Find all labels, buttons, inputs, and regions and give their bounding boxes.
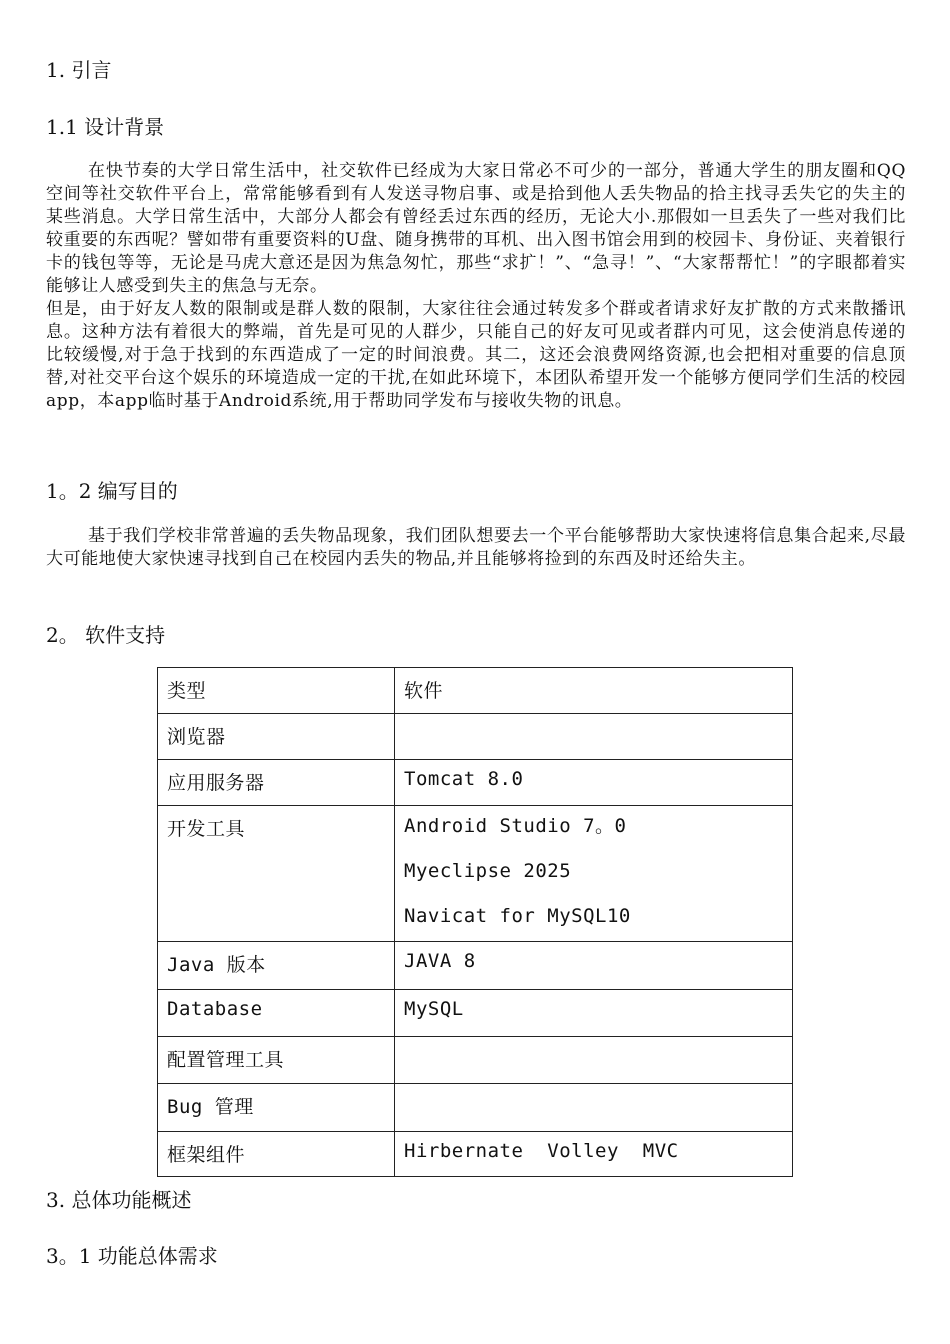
section-heading-1-2: 1。2 编写目的 [46,479,178,503]
section-heading-2: 2。 软件支持 [46,623,166,647]
section-heading-1: 1. 引言 [46,58,112,82]
cell-software: JAVA 8 [395,942,793,990]
header-software: 软件 [395,668,793,714]
cell-software [395,714,793,760]
section-heading-3-1: 3。1 功能总体需求 [46,1244,218,1268]
cell-type: Bug 管理 [158,1084,395,1132]
table-row [158,714,793,760]
table-header-row [158,668,793,714]
table-row [158,942,793,990]
cell-software [395,1084,793,1132]
cell-type: Database [158,990,395,1037]
section-heading-3: 3. 总体功能概述 [46,1188,192,1212]
cell-type: 配置管理工具 [158,1037,395,1084]
cell-type: 浏览器 [158,714,395,760]
cell-type: 框架组件 [158,1132,395,1177]
background-body [46,160,906,413]
cell-software: MySQL [395,990,793,1037]
background-paragraph-2: 但是，由于好友人数的限制或是群人数的限制，大家往往会通过转发多个群或者请求好友扩散的方式来散播讯息。这种方法有着很大的弊端，首先是可见的人群少，只能自己的好友可见或者群内可见，这会使消息传递的比较缓慢,对于急于找到的东西造成了一定的时间浪费。其二，这还会浪费网络资源,也会把相对重要的信息顶替,对社交平台这个娱乐的环境造成一定的干扰,在如此环境下，本团队希望开发一个能够方便同学们生活的校园app，本app临时基于Android系统,用于帮助同学发布与接收失物的讯息。 [46,299,906,411]
purpose-paragraph: 基于我们学校非常普遍的丢失物品现象，我们团队想要去一个平台能够帮助大家快速将信息集合起来,尽最大可能地使大家快速寻找到自己在校园内丢失的物品,并且能够将捡到的东西及时还给失主。 [46,526,906,569]
cell-type: Java 版本 [158,942,395,990]
table-row [158,1132,793,1177]
table-row [158,760,793,806]
table-row [158,990,793,1037]
cell-software: Tomcat 8.0 [395,760,793,806]
header-type: 类型 [158,668,395,714]
software-line: Navicat for MySQL10 [404,905,631,927]
cell-software: Hirbernate Volley MVC [395,1132,793,1177]
cell-software [395,1037,793,1084]
background-paragraph-1: 在快节奏的大学日常生活中，社交软件已经成为大家日常必不可少的一部分，普通大学生的朋友圈和QQ空间等社交软件平台上，常常能够看到有人发送寻物启事、或是拾到他人丢失物品的拾主找寻丢失它的失主的某些消息。大学日常生活中，大部分人都会有曾经丢过东西的经历，无论大小.那假如一旦丢失了一些对我们比较重要的东西呢？譬如带有重要资料的U盘、随身携带的耳机、出入图书馆会用到的校园卡、身份证、夹着银行卡的钱包等等，无论是马虎大意还是因为焦急匆忙，那些“求扩！”、“急寻！”、“大家帮帮忙！”的字眼都着实能够让人感受到失主的焦急与无奈。 [46,161,906,296]
table-row [158,1084,793,1132]
cell-type: 应用服务器 [158,760,395,806]
purpose-body [46,525,906,571]
software-line: Android Studio 7。0 [404,815,627,837]
section-heading-1-1: 1.1 设计背景 [46,115,165,139]
cell-type: 开发工具 [158,806,395,942]
table-row [158,1037,793,1084]
software-support-table [157,667,793,1177]
table-row [158,806,793,942]
software-line: Myeclipse 2025 [404,860,572,882]
cell-software [395,806,793,942]
